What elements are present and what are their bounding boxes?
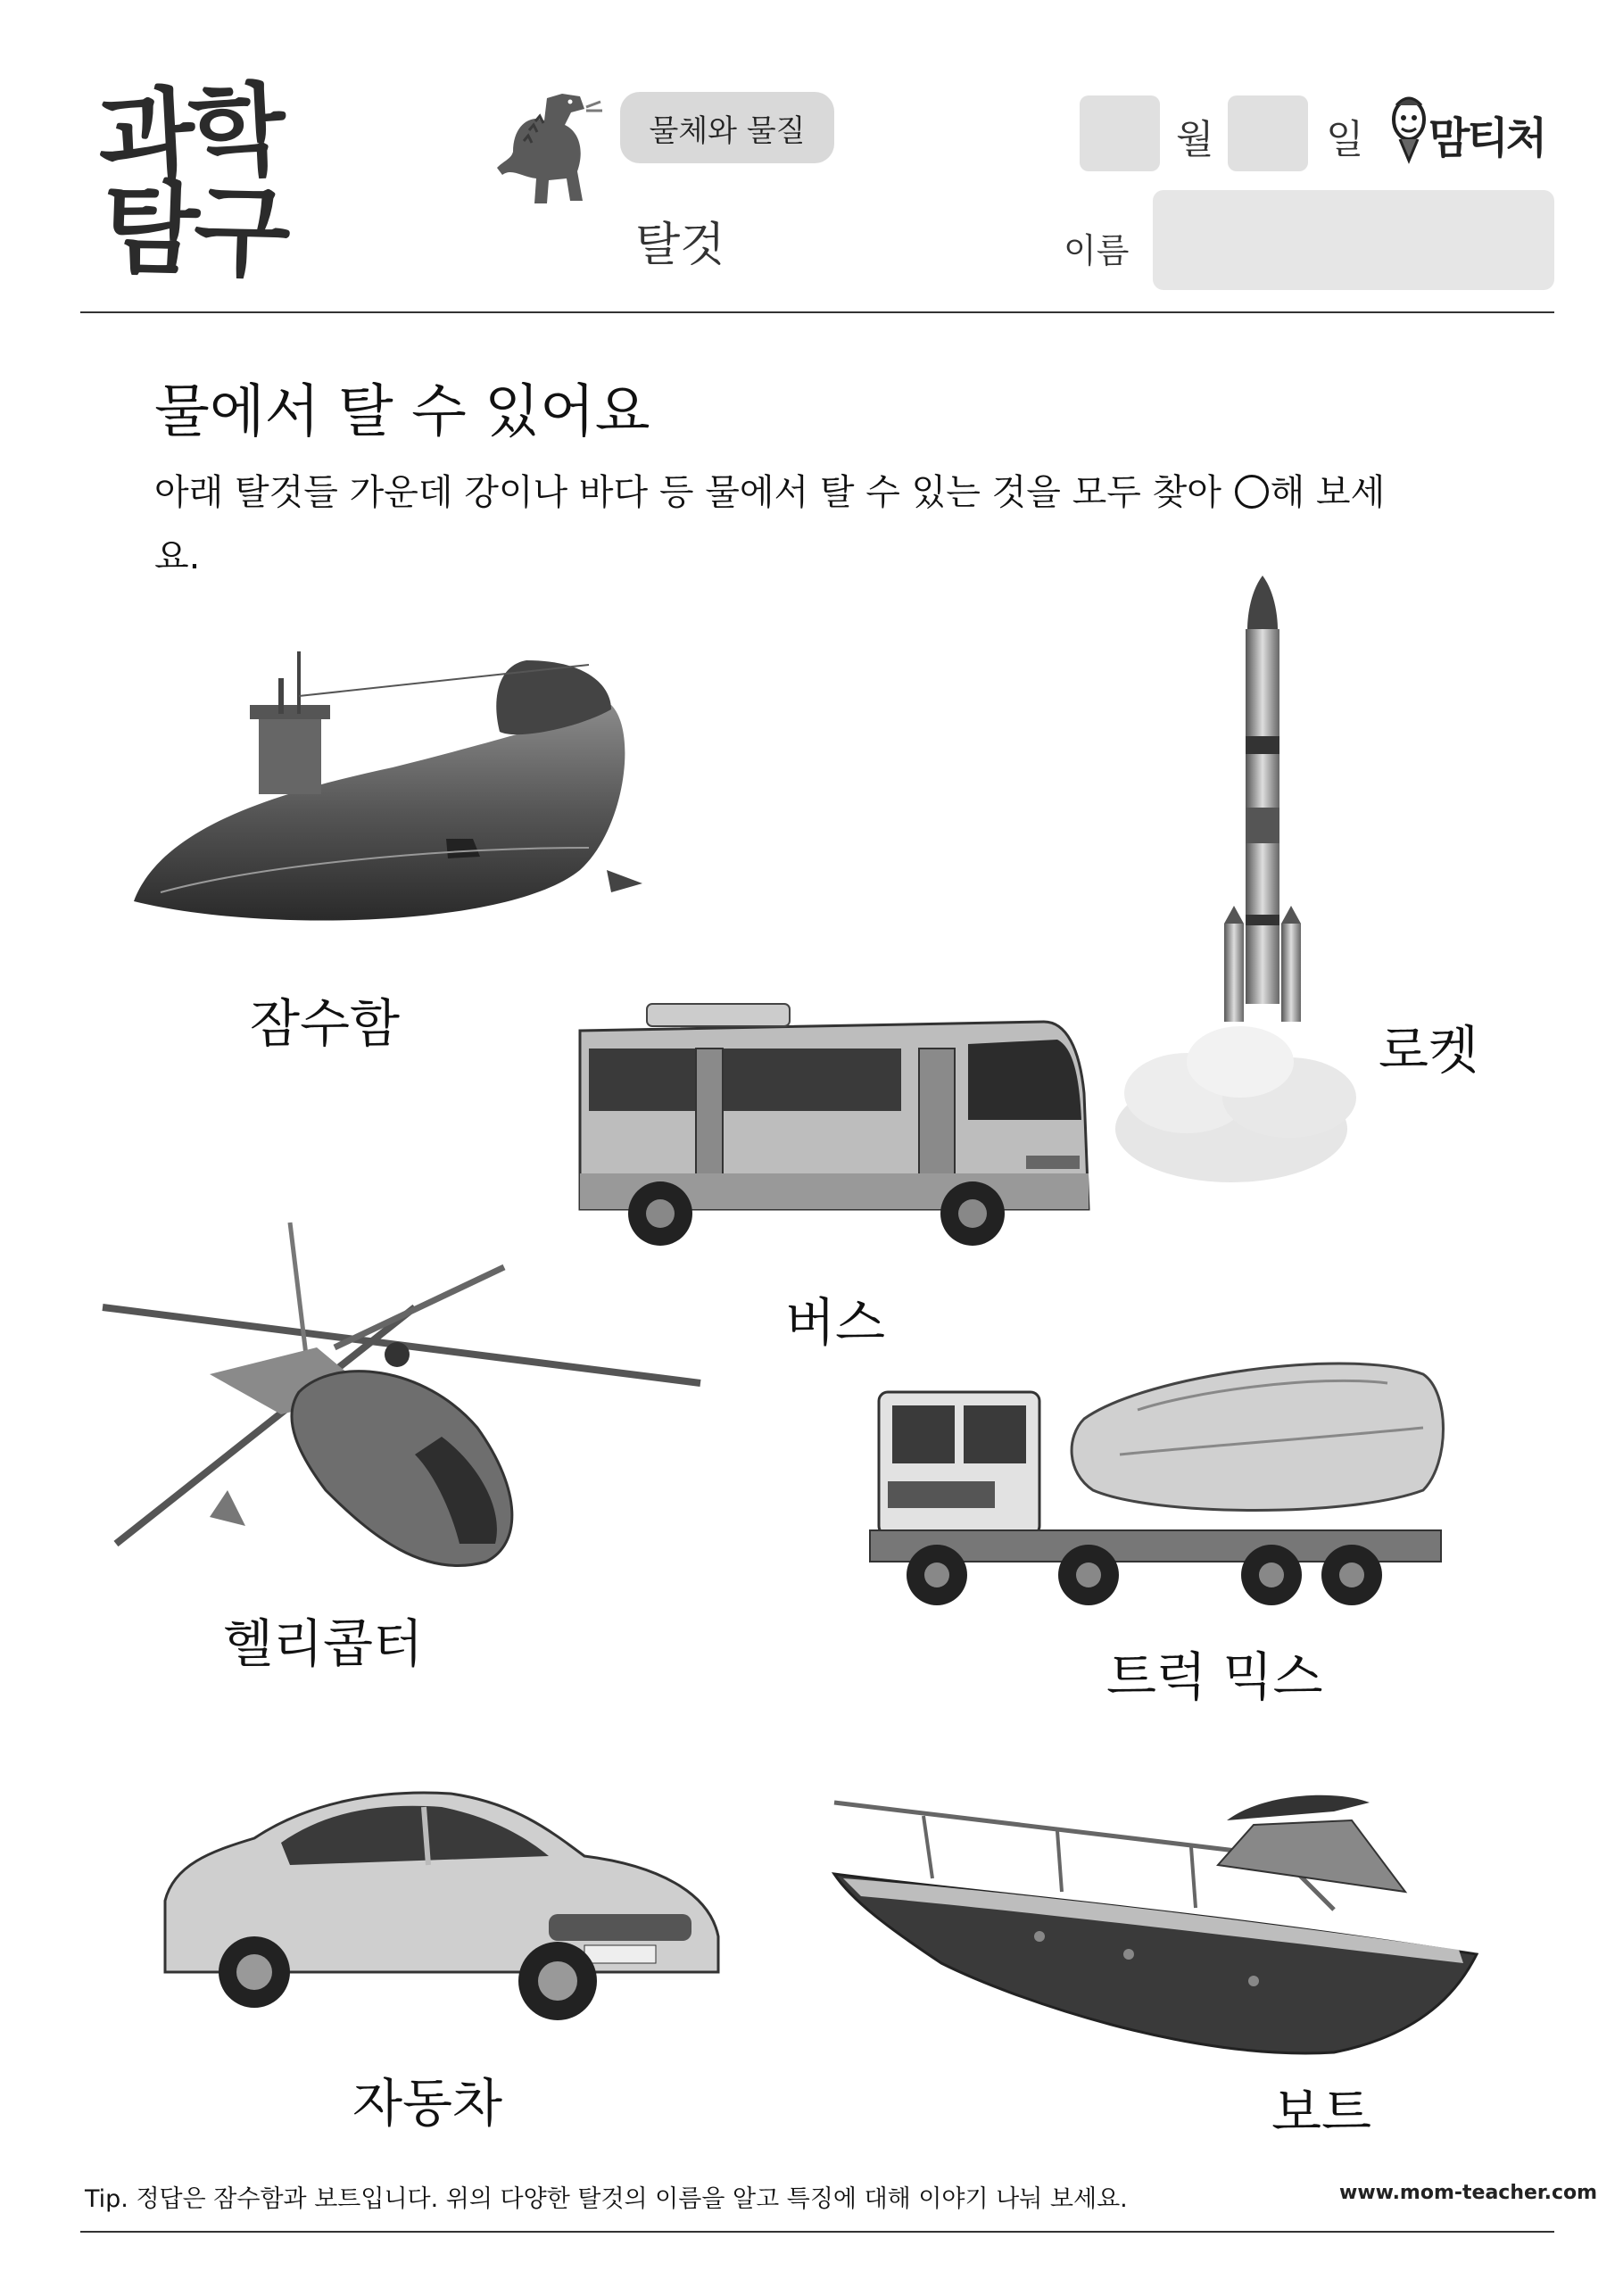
header-divider [80,311,1554,313]
topic-badge: 물체와 물질 [620,92,834,163]
circle-symbol-icon [1235,475,1269,509]
brand-name: 맘티처 [1428,113,1545,163]
day-label: 일 [1326,117,1364,162]
boat-label: 보트 [1271,2082,1372,2143]
logo-line-1: 과학 [95,71,284,198]
mixer-truck-illustration [852,1339,1459,1620]
tip-text: Tip. 정답은 잠수함과 보트입니다. 위의 다양한 탈것의 이름을 알고 특징에 대해 이야기 나눠 보세요. [85,2185,1128,2213]
logo-line-2: 탐구 [100,170,287,293]
name-input-box[interactable] [1153,190,1554,290]
activity-instruction [154,460,1395,589]
submarine-label: 잠수함 [250,993,401,1054]
instruction-text-start: 아래 탈것들 가운데 강이나 바다 등 물에서 탈 수 있는 것을 모두 찾아 [154,472,1233,513]
month-input-box[interactable] [1080,95,1160,171]
footer-divider [80,2231,1554,2233]
website-link[interactable]: www.mom-teacher.com [1339,2182,1598,2204]
worksheet-series-logo [95,71,303,293]
submarine-illustration [125,625,651,946]
pencil-mascot-icon [1387,89,1432,174]
boat-illustration [834,1776,1486,2061]
brand-logo [1387,89,1557,174]
worksheet-subtitle: 탈것 [635,219,725,272]
name-label: 이름 [1064,231,1130,270]
rocket-illustration [1124,576,1365,1196]
helicopter-illustration [103,1223,709,1633]
car-label: 자동차 [352,2073,503,2134]
dinosaur-icon [495,89,629,210]
car-illustration [156,1767,727,2030]
month-label: 월 [1176,117,1214,162]
activity-heading: 물에서 탈 수 있어요 [154,379,650,445]
rocket-label: 로켓 [1379,1020,1479,1081]
bus-label: 버스 [785,1292,886,1353]
instruction-text-end: 해 보세요. [154,472,1386,577]
mixer-truck-label: 트럭 믹스 [1106,1646,1323,1707]
helicopter-label: 헬리콥터 [223,1613,424,1674]
day-input-box[interactable] [1228,95,1308,171]
